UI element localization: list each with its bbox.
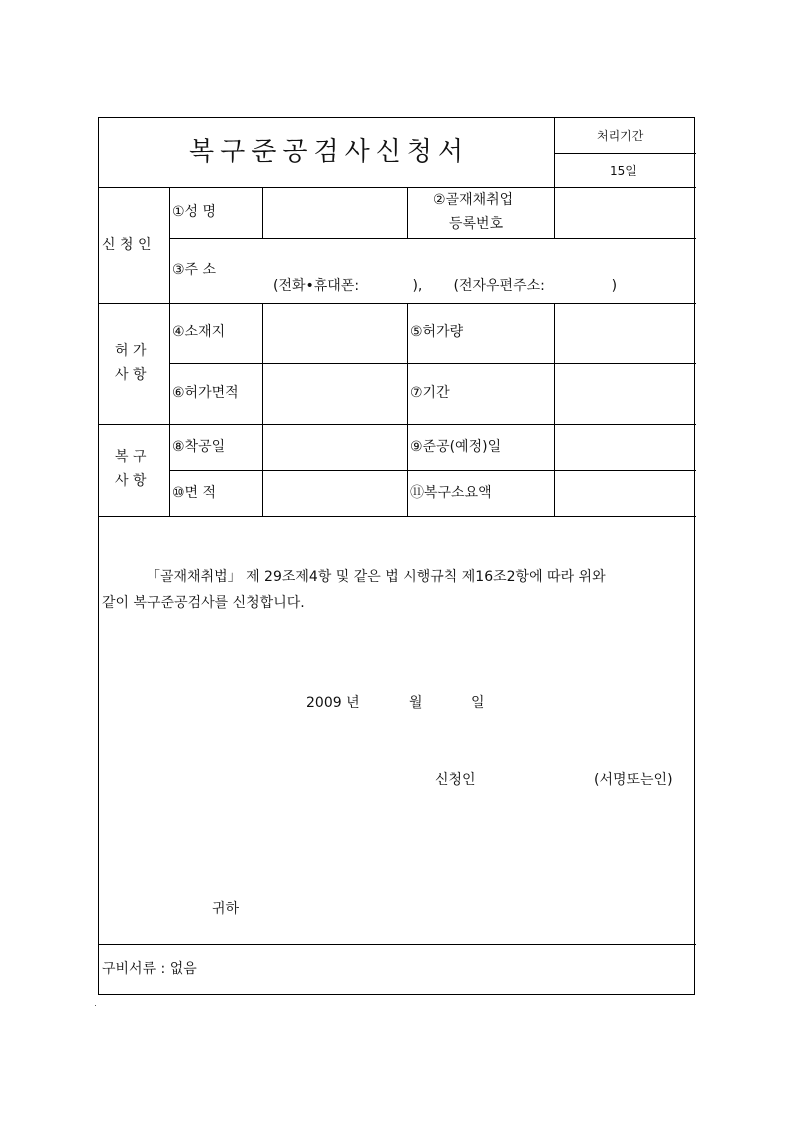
applicant-signature-label: 신청인 — [435, 772, 476, 788]
restoration-cost-label: ⑪복구소요액 — [410, 485, 492, 501]
completion-date-field[interactable] — [555, 425, 695, 470]
page-mark — [95, 1005, 96, 1006]
restoration-section-label-line2: 사 항 — [115, 473, 147, 489]
statement-line2: 같이 복구준공검사를 신청합니다. — [102, 595, 305, 611]
start-date-label: ⑧착공일 — [172, 439, 226, 455]
registration-label-line2: 등록번호 — [449, 216, 504, 232]
permit-amount-label: ⑤허가량 — [410, 324, 464, 340]
divider-processing — [554, 153, 696, 154]
name-label: ①성 명 — [172, 204, 217, 220]
signature-note: (서명또는인) — [594, 772, 673, 788]
permit-area-label: ⑥허가면적 — [172, 385, 239, 401]
divider-section-v — [169, 187, 170, 516]
divider-name-value-v — [407, 187, 408, 238]
processing-period-value: 15일 — [610, 164, 637, 178]
registration-number-field[interactable] — [555, 188, 695, 238]
permit-section-label-line1: 허 가 — [115, 343, 147, 359]
contact-line: (전화•휴대폰: ), (전자우편주소: ) — [273, 278, 618, 294]
restoration-section-label-line1: 복 구 — [115, 449, 147, 465]
required-documents: 구비서류 : 없음 — [102, 961, 197, 977]
processing-period-label: 처리기간 — [597, 129, 644, 143]
applicant-section-label: 신 청 인 — [102, 237, 152, 253]
date-day: 일 — [471, 695, 485, 711]
address-label: ③주 소 — [172, 262, 217, 278]
permit-period-label: ⑦기간 — [410, 385, 450, 401]
address-field[interactable] — [263, 239, 695, 279]
permit-amount-field[interactable] — [555, 304, 695, 363]
divider-footer — [99, 944, 696, 945]
application-form — [98, 117, 695, 995]
divider-restoration-end — [99, 516, 696, 517]
date-month: 월 — [409, 695, 423, 711]
location-field[interactable] — [263, 304, 406, 363]
location-label: ④소재지 — [172, 324, 226, 340]
permit-section-label-line2: 사 항 — [115, 367, 147, 383]
recipient-label: 귀하 — [212, 901, 240, 917]
applicant-signature-field[interactable] — [494, 766, 589, 794]
divider-title-v — [554, 118, 555, 187]
start-date-field[interactable] — [263, 425, 406, 470]
completion-date-label: ⑨준공(예정)일 — [410, 439, 502, 455]
date-year: 2009 년 — [306, 695, 360, 711]
name-field[interactable] — [263, 188, 406, 238]
permit-period-field[interactable] — [555, 364, 695, 423]
form-title: 복구준공검사신청서 — [189, 137, 470, 167]
restoration-cost-field[interactable] — [555, 471, 695, 516]
statement-line1: 「골재채취법」 제 29조제4항 및 같은 법 시행규칙 제16조2항에 따라 위와 — [146, 569, 606, 585]
restoration-area-label: ⑩면 적 — [172, 485, 217, 501]
restoration-area-field[interactable] — [263, 471, 406, 516]
registration-label-line1: ②골재채취업 — [433, 192, 514, 208]
divider-mid-v — [407, 303, 408, 516]
permit-area-field[interactable] — [263, 364, 406, 423]
